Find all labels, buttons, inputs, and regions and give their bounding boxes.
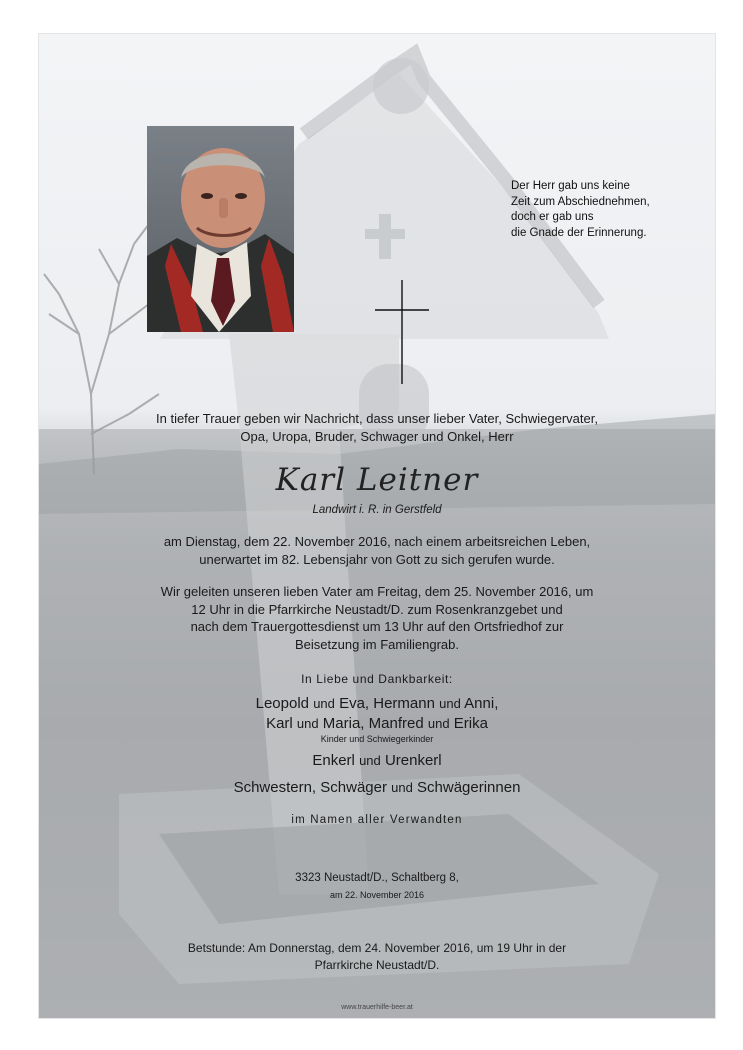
connector-text: und [439,696,461,711]
portrait-illustration [147,126,294,332]
deceased-occupation: Landwirt i. R. in Gerstfeld [312,504,442,516]
funeral-line: nach dem Trauergottesdienst um 13 Uhr auf den Ortsfriedhof zur [190,619,564,634]
child-name: Manfred [368,715,424,732]
prayer-line: Pfarrkirche Neustadt/D. [314,958,440,972]
funeral-details [39,583,715,653]
intro-line: Opa, Uropa, Bruder, Schwager und Onkel, Herr [240,429,514,444]
child-name: Karl [266,715,293,732]
verse-line: doch er gab uns [511,211,594,223]
child-name: Eva, [339,695,370,712]
children-caption: Kinder und Schwiegerkinder [320,734,434,744]
child-name: Erika [453,715,488,732]
verse-line: Zeit zum Abschiednehmen, [511,195,650,208]
verse-line: die Gnade der Erinnerung. [511,226,647,239]
prayer-hour [39,940,715,974]
child-name: Maria, [322,715,365,732]
website-footer: www.trauerhilfe-beer.at [341,1004,413,1011]
address-line: 3323 Neustadt/D., Schaltberg 8, [295,872,459,884]
address-date: am 22. November 2016 [329,890,425,900]
grandchildren-line [39,752,715,769]
intro-line: In tiefer Trauer geben wir Nachricht, dass unser lieber Vater, Schwiegervater, [156,411,598,426]
funeral-line: Beisetzung im Familiengrab. [294,636,460,652]
parte-card [38,33,716,1019]
children-names [39,694,715,734]
connector-text: und [313,696,335,711]
prayer-line: Betstunde: Am Donnerstag, dem 24. November 2016, um 19 Uhr in der [187,941,567,955]
great-grandchildren: Urenkerl [384,752,442,769]
siblings: Schwestern, Schwäger [233,779,387,796]
announcement-intro [39,410,715,446]
sisters-in-law: Schwägerinnen [417,779,521,796]
death-line: am Dienstag, dem 22. November 2016, nach einem arbeitsreichen Leben, [163,534,591,549]
funeral-line: 12 Uhr in die Pfarrkirche Neustadt/D. zum Rosenkranzgebet und [191,601,563,617]
memorial-verse [511,179,701,241]
siblings-line [39,779,715,796]
cross-icon [375,280,429,384]
funeral-line: Wir geleiten unseren lieben Vater am Freitag, dem 25. November 2016, um [160,584,594,599]
connector-text: und [296,716,319,731]
connector-text: und [391,780,413,795]
child-name: Leopold [255,695,310,712]
children-row [39,714,715,734]
death-line: unerwartet im 82. Lebensjahr von Gott zu sich gerufen wurde. [199,552,555,567]
verse-line: Der Herr gab uns keine [511,180,630,192]
children-row [39,694,715,714]
child-name: Hermann [373,695,435,712]
mourners-intro: In Liebe und Dankbarkeit: [301,672,453,686]
connector-text: und [359,753,381,768]
child-name: Anni, [464,695,499,712]
portrait-photo [147,126,294,332]
deceased-name: Karl Leitner [275,462,479,498]
mourners-outro: im Namen aller Verwandten [291,814,463,826]
grandchildren: Enkerl [312,752,355,769]
connector-text: und [427,716,450,731]
death-notice [39,533,715,569]
